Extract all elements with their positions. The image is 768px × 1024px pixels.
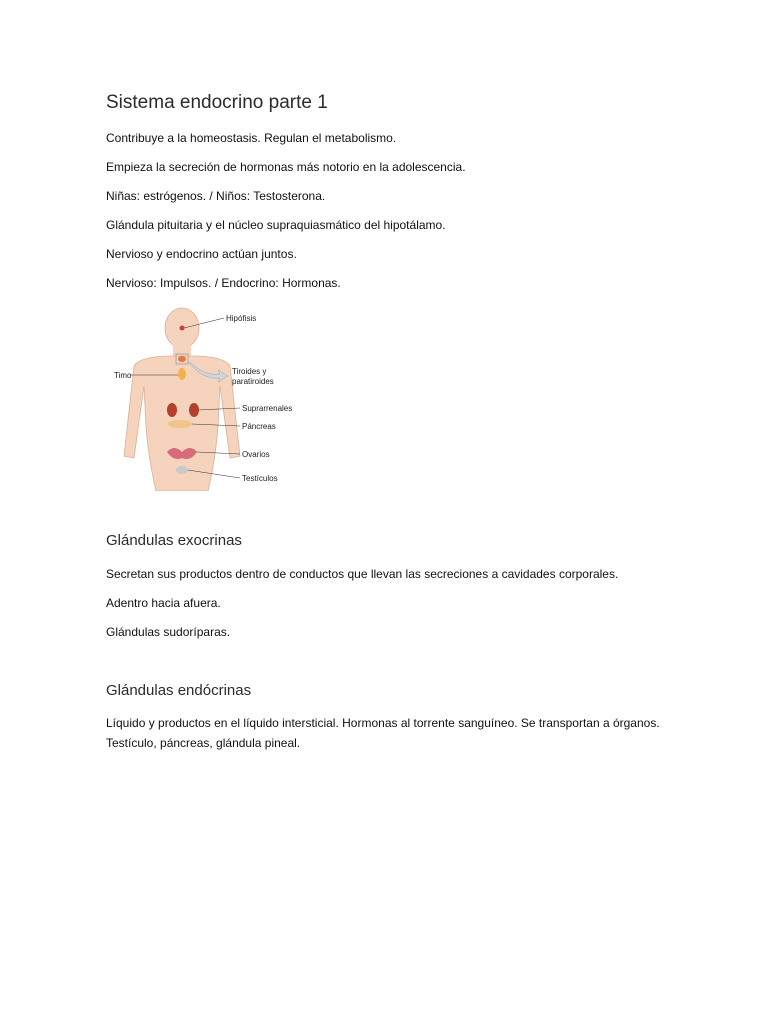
label-suprarrenales: Suprarrenales — [242, 404, 293, 413]
body-silhouette — [124, 308, 240, 491]
label-tiroides-1: Tiroides y — [232, 367, 267, 376]
thymus-organ — [178, 368, 186, 380]
label-pancreas: Páncreas — [242, 422, 276, 431]
intro-line-4: Glándula pituitaria y el núcleo supraquiasmático del hipotálamo. — [106, 218, 446, 232]
label-timo: Timo — [114, 371, 132, 380]
exocrinas-line-3: Glándulas sudoríparas. — [106, 625, 231, 639]
intro-line-5: Nervioso y endocrino actúan juntos. — [106, 247, 297, 261]
thyroid-organ — [178, 356, 186, 362]
label-tiroides-2: paratiroides — [232, 377, 274, 386]
label-ovarios: Ovarios — [242, 450, 270, 459]
left-adrenal-organ — [167, 403, 177, 417]
intro-line-6: Nervioso: Impulsos. / Endocrino: Hormonas. — [106, 276, 341, 290]
testes-organ — [176, 466, 188, 474]
endocrine-figure — [112, 306, 312, 491]
label-hipofisis: Hipófisis — [226, 314, 257, 323]
heading-endocrinas: Glándulas endócrinas — [106, 682, 252, 699]
right-adrenal-organ — [189, 403, 199, 417]
label-testiculos: Testículos — [242, 474, 278, 483]
intro-line-2: Empieza la secreción de hormonas más notorio en la adolescencia. — [106, 160, 466, 174]
exocrinas-line-2: Adentro hacia afuera. — [106, 596, 221, 610]
pituitary-mark — [180, 326, 185, 331]
heading-exocrinas: Glándulas exocrinas — [106, 532, 242, 549]
page-title: Sistema endocrino parte 1 — [106, 92, 328, 113]
exocrinas-line-1: Secretan sus productos dentro de conductos que llevan las secreciones a cavidades corporales. — [106, 567, 619, 581]
endocrinas-paragraph: Líquido y productos en el líquido intersticial. Hormonas al torrente sanguíneo. Se transportan a órganos. Testículo, páncreas, glándula pineal. — [106, 716, 660, 750]
intro-line-1: Contribuye a la homeostasis. Regulan el metabolismo. — [106, 131, 397, 145]
intro-line-3: Niñas: estrógenos. / Niños: Testosterona. — [106, 189, 326, 203]
pancreas-organ — [168, 420, 192, 428]
